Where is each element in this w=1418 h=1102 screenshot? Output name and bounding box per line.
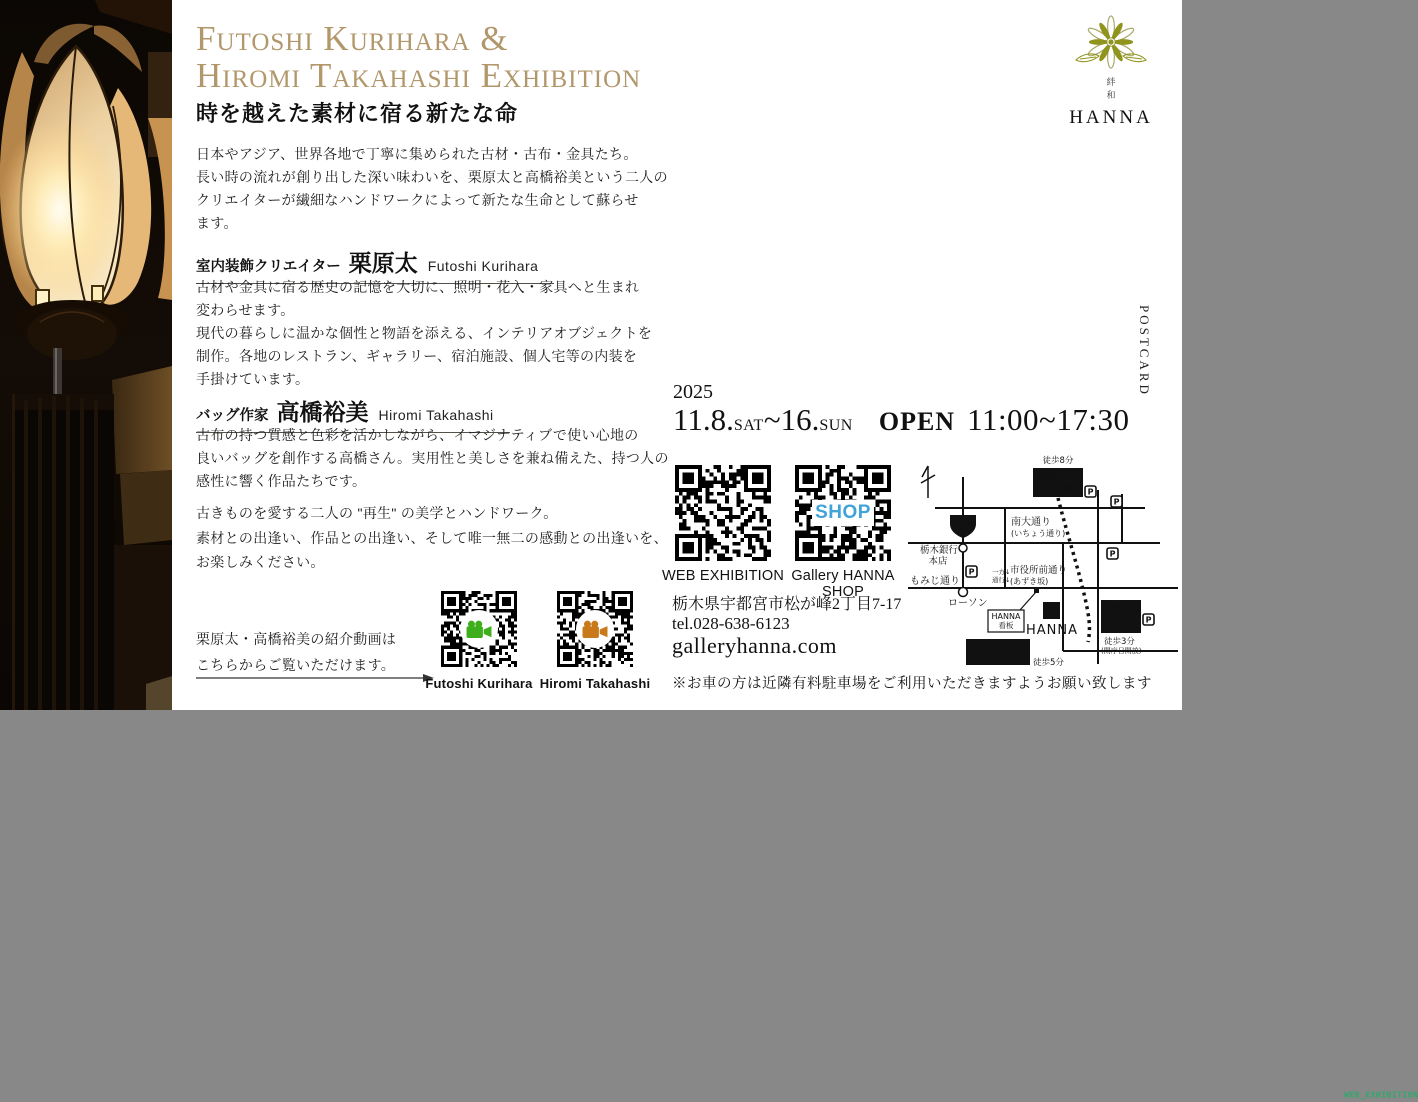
city-hall: [1101, 600, 1141, 633]
svg-text:看板: 看板: [998, 621, 1014, 630]
svg-text:東武: 東武: [1037, 473, 1056, 483]
qr-web-exhibition: WEB_EXHIBITION: [672, 462, 774, 564]
bio-line: 感性に響く作品たちです。: [196, 473, 367, 489]
artist1-name: 栗原太: [348, 251, 418, 276]
svg-text:HANNA: HANNA: [991, 612, 1021, 621]
video-note-line: 栗原太・高橋裕美の紹介動画は: [196, 631, 397, 647]
access-map: [908, 452, 1180, 670]
qr-label-takahashi: Hiromi Takahashi: [539, 676, 651, 691]
bio-line: 古布の持つ質感と色彩を活かしながら、イマジナティブで使い心地の: [196, 427, 639, 443]
bio-line: 古材や金具に宿る歴史の記憶を大切に、照明・花入・家具へと生まれ: [196, 279, 640, 295]
qr-video-kurihara: [438, 588, 520, 670]
event-year: 2025: [673, 381, 713, 403]
route-119-badge: [950, 515, 976, 538]
artist1-role: 室内装飾クリエイター: [196, 259, 341, 275]
qr-label-web-exhibition: WEB EXHIBITION: [661, 568, 785, 584]
lawson-marker: [959, 588, 968, 597]
svg-text:市役所: 市役所: [1105, 618, 1134, 629]
shiyakusho-dori: 市役所前通り: [1010, 565, 1068, 576]
artist1-name-en: Futoshi Kurihara: [427, 258, 539, 274]
sign-pointer: [1020, 592, 1036, 610]
title-line-1: Futoshi Kurihara &: [196, 19, 509, 58]
walk-3min: 徒歩3分: [1104, 637, 1135, 647]
bio-line: 制作。各地のレストラン、ギャラリー、宿泊施設、個人宅等の内装を: [196, 348, 638, 364]
hanna-signboard: [988, 610, 1024, 632]
closing-line: 素材との出逢い、作品との出逢い、そして唯一無二の感動との出逢いを、: [196, 529, 668, 546]
open-hours: 11:00~17:30: [967, 402, 1130, 437]
closing-paragraph: [196, 501, 668, 575]
logo-kanji-1: 絆: [1106, 78, 1116, 88]
bio-line: 現代の暮らしに温かな個性と物語を添える、インテリアオブジェクトを: [196, 325, 653, 341]
artist2-name-en: Hiromi Takahashi: [378, 407, 494, 423]
svg-text:宇都宮: 宇都宮: [1105, 605, 1134, 616]
flower-icon: [1074, 14, 1148, 72]
walk-8min: 徒歩8分: [1042, 456, 1074, 466]
svg-text:P: P: [1145, 615, 1152, 625]
tobu-station: [1033, 468, 1083, 497]
event-dates: [673, 402, 1129, 438]
walk-5min: 徒歩5分: [1033, 658, 1064, 668]
gallery-website: galleryhanna.com: [672, 633, 837, 658]
svg-text:ミライト一条店: ミライト一条店: [969, 654, 1029, 664]
tochigi-bank: 栃木銀行: [919, 545, 958, 556]
closing-line: 古きものを愛する二人の "再生" の美学とハンドワーク。: [196, 505, 558, 521]
bio-line: 手掛けています。: [196, 371, 310, 387]
gallery-address: 栃木県宇都宮市松が峰2丁目7-17: [672, 596, 902, 613]
svg-text:119: 119: [954, 519, 972, 529]
intro-line: 日本やアジア、世界各地で丁寧に集められた古材・古布・金具たち。: [196, 146, 638, 162]
date-start: 11.8.: [673, 402, 734, 437]
parking-note: ※お車の方は近隣有料駐車場をご利用いただきますようお願い致します: [672, 676, 1152, 692]
exhibition-title: [196, 20, 641, 94]
intro-paragraph: [196, 143, 668, 235]
right-arrow: [196, 672, 436, 684]
date-end-day: SUN: [819, 417, 853, 434]
lawson-label: ローソン: [948, 598, 988, 609]
date-start-day: SAT: [733, 417, 764, 434]
momiji-dori: もみじ通り: [910, 576, 960, 587]
north-compass-icon: [921, 466, 935, 498]
closing-line: お楽しみください。: [196, 554, 325, 570]
intro-line: クリエイターが繊細なハンドワークによって新たな生命として蘇らせ: [196, 192, 639, 208]
gallery-phone: tel.028-638-6123: [672, 614, 790, 633]
intro-line: ます。: [196, 215, 238, 231]
icho-dori: (いちょう通り): [1011, 529, 1066, 538]
gallery-building: [1043, 602, 1060, 619]
qr-pattern: [675, 465, 771, 561]
title-line-2: Hiromi Takahashi Exhibition: [196, 56, 642, 95]
lamp-photo: [0, 0, 172, 710]
svg-text:P: P: [1109, 549, 1116, 559]
azukizaka: (あずき坂): [1010, 577, 1049, 586]
video-note-line: こちらからご覧いただけます。: [196, 657, 396, 673]
qr-label-shop: Gallery HANNA SHOP: [791, 568, 895, 600]
one-way-2: 通行↓: [992, 576, 1011, 584]
qr-shop: [792, 462, 894, 564]
sign-dot: [1034, 588, 1039, 593]
bank-marker: [959, 544, 967, 552]
qr-label-kurihara: Futoshi Kurihara: [425, 676, 533, 691]
tochigi-bank-honten: 本店: [928, 556, 948, 567]
postcard-label: POSTCARD: [1137, 305, 1152, 397]
video-camera-icon: [576, 610, 614, 648]
hanna-logo: [1056, 14, 1166, 129]
walk-3min-note: (開庁日開放): [1101, 647, 1142, 655]
bio-line: 良いバッグを創作する高橋さん。実用性と美しさを兼ね備えた、持つ人の: [196, 450, 669, 466]
artist2-bio: [196, 424, 669, 493]
qr-shop-overlay: SHOP: [812, 500, 873, 526]
svg-text:宇都宮駅: 宇都宮駅: [1037, 485, 1074, 495]
svg-text:P: P: [968, 567, 975, 577]
date-separator: ~: [763, 402, 781, 437]
artist1-bio: [196, 276, 652, 391]
open-label: OPEN: [878, 407, 956, 436]
bio-line: 変わらせます。: [196, 302, 295, 318]
one-way-1: 一方↓: [992, 568, 1011, 576]
artist2-name: 高橋裕美: [276, 400, 369, 425]
artist2-role: バッグ作家: [196, 408, 269, 424]
minami-dori: 南大通り: [1011, 517, 1051, 528]
logo-name: HANNA: [1069, 107, 1153, 128]
video-camera-icon: [460, 610, 498, 648]
svg-text:P: P: [1087, 487, 1094, 497]
svg-text:P: P: [1113, 497, 1120, 507]
date-end: 16.: [780, 402, 820, 437]
headline-jp: 時を越えた素材に宿る新たな命: [196, 101, 519, 126]
logo-kanji-2: 和: [1106, 91, 1116, 101]
svg-text:ヨークベニマル: ヨークベニマル: [969, 643, 1029, 653]
gallery-hanna-label: HANNA: [1026, 623, 1079, 638]
video-note: [196, 626, 396, 678]
qr-video-takahashi: [554, 588, 636, 670]
york-benimaru: [966, 639, 1030, 665]
intro-line: 長い時の流れが創り出した深い味わいを、栗原太と高橋裕美という二人の: [196, 169, 668, 185]
